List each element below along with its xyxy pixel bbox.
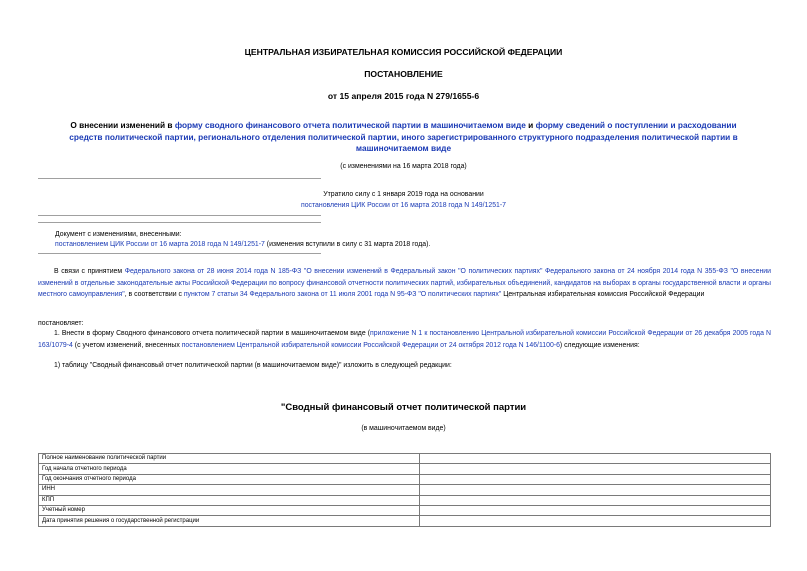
income-expense-form-link[interactable]: форму сведений о поступлении и расходовании: [535, 120, 737, 130]
preamble-paragraph: В связи с принятием Федерального закона от 28 июня 2014 года N 185-ФЗ "О внесении изменений в Федеральный закон "О политических партиях" Федерального закона от 24 ноября 2014 года N 355-ФЗ "О внесении изменений в отдельные законодательные акты Российской Федерации по вопросу финансовой отчетности политических партий, избирательных объединений, кандидатов на выборах в органы государственной власти и органы местного самоуправления", в соответствии с пунктом 7 статьи 34 Федерального закона от 11 июля 2001 года N 95-ФЗ "О политических партиях" Центральная избирательная комиссия Российской Федерации: [38, 268, 771, 298]
table-row: [39, 516, 771, 526]
row-value: [420, 516, 771, 526]
report-form-link[interactable]: форму сводного финансового отчета политической партии в машиночитаемом виде: [174, 120, 526, 130]
title-line-3[interactable]: машиночитаемом виде: [355, 143, 452, 153]
row-value: [420, 495, 771, 505]
divider: [38, 222, 321, 223]
row-label: ИНН: [39, 485, 420, 495]
row-label: Учетный номер: [39, 505, 420, 515]
table-row: [39, 505, 771, 515]
report-title: "Сводный финансовый отчет политической партии: [280, 402, 527, 413]
expiration-text: Утратило силу с 1 января 2019 года на основании: [323, 191, 484, 198]
document-type: ПОСТАНОВЛЕНИЕ: [364, 69, 443, 79]
amendments-link[interactable]: постановлением ЦИК России от 16 марта 2018 года N 149/1251-7: [55, 241, 265, 248]
law-355-link[interactable]: Федерального закона от 24 ноября 2014 года N 355-ФЗ "О внесении изменений в отдельные законодательные акты Российской Федерации по вопросу финансовой отчетности политических партий, избирательных объединений, кандидатов на выборах в органы государственной власти и органы местного самоуправления": [38, 268, 771, 298]
row-label: Полное наименование политической партии: [39, 454, 420, 464]
row-value: [420, 474, 771, 484]
report-subtitle: (в машиночитаемом виде): [361, 425, 446, 432]
divider: [38, 215, 321, 216]
item-1-paragraph: 1. Внести в форму Сводного финансового отчета политической партии в машиночитаемом виде (приложение N 1 к постановлению Центральной избирательной комиссии Российской Федерации от 26 декабря 2005 года N 163/1079-4 (с учетом изменений, внесенных постановлением Центральной избирательной комиссии Российской Федерации от 24 октября 2012 года N 146/1100-6) следующие изменения:: [38, 330, 771, 349]
amended-note: (с изменениями на 16 марта 2018 года): [340, 163, 467, 170]
annex-1-link[interactable]: приложение N 1 к постановлению Центральной избирательной комиссии Российской Федерации от 26 декабря 2005 года N 163/1079-4: [38, 330, 771, 349]
row-value: [420, 485, 771, 495]
table-row: [39, 485, 771, 495]
expiration-link[interactable]: постановления ЦИК России от 16 марта 2018 года N 149/1251-7: [300, 202, 507, 209]
table-row: [39, 464, 771, 474]
table-row: [39, 454, 771, 464]
row-label: Год начала отчетного периода: [39, 464, 420, 474]
row-label: КПП: [39, 495, 420, 505]
title-line-1: О внесении изменений в форму сводного финансового отчета политической партии в машиночитаемом виде и форму сведений о поступлении и расходовании: [70, 120, 737, 130]
divider: [38, 253, 321, 254]
document-date-number: от 15 апреля 2015 года N 279/1655-6: [327, 91, 480, 101]
law-95-link[interactable]: пунктом 7 статьи 34 Федерального закона от 11 июля 2001 года N 95-ФЗ "О политических партиях": [183, 291, 502, 298]
report-table: [38, 453, 771, 527]
row-label: Дата принятия решения о государственной регистрации: [39, 516, 420, 526]
issuer-title: ЦЕНТРАЛЬНАЯ ИЗБИРАТЕЛЬНАЯ КОМИССИЯ РОССИЙСКОЙ ФЕДЕРАЦИИ: [244, 47, 563, 57]
row-value: [420, 505, 771, 515]
amendments-label: Документ с изменениями, внесенными:: [55, 231, 182, 238]
law-185-link[interactable]: Федерального закона от 28 июня 2014 года N 185-ФЗ "О внесении изменений в Федеральный закон "О политических партиях": [124, 268, 543, 275]
row-value: [420, 454, 771, 464]
resolves-text: постановляет:: [38, 320, 84, 327]
title-line-2[interactable]: средств политической партии, регионального отделения политической партии, иного зарегистрированного структурного подразделения политической партии в: [69, 131, 738, 142]
row-label: Год окончания отчетного периода: [39, 474, 420, 484]
document-title: [0, 120, 807, 155]
amendments-line: постановлением ЦИК России от 16 марта 2018 года N 149/1251-7 (изменения вступили в силу с 31 марта 2018 года).: [55, 241, 431, 248]
divider: [38, 178, 321, 179]
table-row: [39, 474, 771, 484]
row-value: [420, 464, 771, 474]
table-row: [39, 495, 771, 505]
resolution-146-link[interactable]: постановлением Центральной избирательной комиссии Российской Федерации от 24 октября 2012 года N 146/1100-6: [181, 341, 560, 349]
subitem-1-text: 1) таблицу "Сводный финансовый отчет политической партии (в машиночитаемом виде)" изложить в следующей редакции:: [54, 362, 452, 369]
